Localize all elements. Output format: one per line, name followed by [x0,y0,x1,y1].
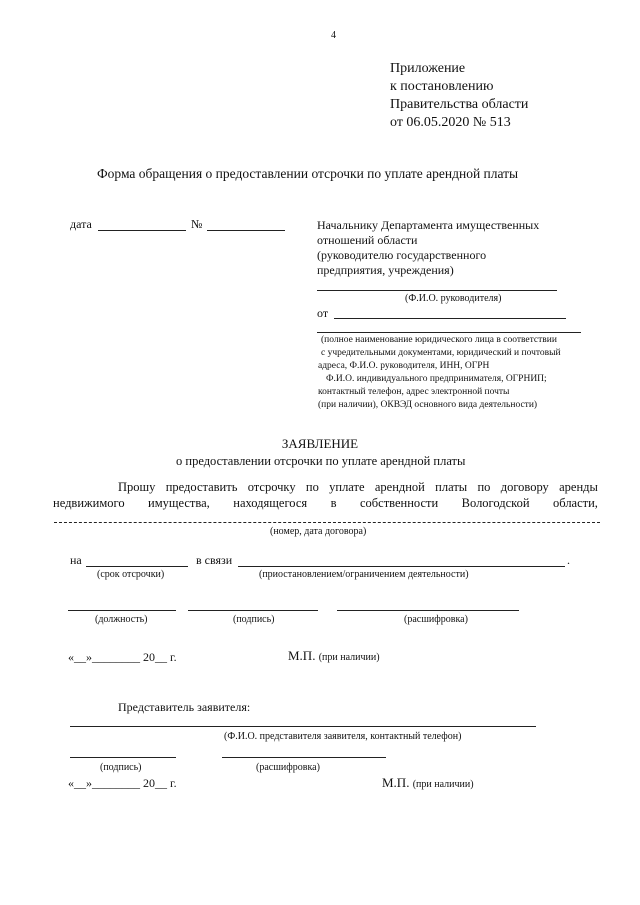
statement-line-1-word: предоставить [165,480,238,494]
signature-caption: (подпись) [233,614,275,625]
appendix-line-4: от 06.05.2020 № 513 [390,115,511,130]
head-name-caption: (Ф.И.О. руководителя) [405,293,502,304]
statement-line-2-word: находящегося [233,496,308,510]
applicant-caption [318,334,561,412]
form-title: Форма обращения о предоставлении отсрочки по уплате арендной платы [97,166,519,181]
period-end: . [567,553,570,567]
sign-date-line: «__»________ 20__ г. [68,650,177,664]
statement-line-2-word: в [330,496,337,510]
statement-line-2-word: недвижимого [53,496,125,510]
decoding-caption: (расшифровка) [404,614,468,625]
applicant-caption-line-6: (при наличии), ОКВЭД основного вида деятельности) [318,400,538,410]
appendix-line-1: Приложение [390,61,466,76]
date-label: дата [70,217,92,231]
appendix-line-3: Правительства области [390,97,529,112]
addressee-line-2: отношений области [317,233,418,247]
statement-line-1-word: платы [435,480,468,494]
for-label: на [70,553,82,567]
period-field[interactable] [86,566,188,567]
addressee-block [317,218,539,278]
number-field[interactable] [207,230,285,231]
reason-field[interactable] [238,566,565,567]
reason-caption: (приостановлением/ограничением деятельности) [259,569,469,580]
position-caption: (должность) [95,614,148,625]
representative-decoding-field[interactable] [222,757,386,758]
addressee-line-3: (руководителю государственного [317,248,487,262]
statement-line-2-word: собственности [359,496,439,510]
representative-stamp-label: М.П. [382,775,410,790]
statement-subtitle: о предоставлении отсрочки по уплате арендной платы [176,454,466,468]
representative-date-line: «__»________ 20__ г. [68,776,177,790]
stamp-label: М.П. [288,648,316,663]
representative-decoding-caption: (расшифровка) [256,762,320,773]
statement-line-1-word: договору [500,480,549,494]
representative-name-field[interactable] [70,726,536,727]
period-caption: (срок отсрочки) [97,569,165,580]
applicant-caption-line-1: (полное наименование юридического лица в соответствии [321,335,557,345]
signature-field[interactable] [188,610,318,611]
stamp-block [288,648,380,664]
applicant-field-2[interactable] [317,332,581,333]
from-label: от [317,306,329,320]
stamp-note: (при наличии) [318,652,380,663]
head-name-field[interactable] [317,290,557,291]
decoding-field[interactable] [337,610,519,611]
statement-line-1-word: по [305,480,319,494]
statement-line-1-word: уплате [329,480,365,494]
representative-stamp-note: (при наличии) [412,779,474,790]
applicant-caption-line-4: Ф.И.О. индивидуального предпринимателя, ОГРНИП; [326,374,547,384]
addressee-line-4: предприятия, учреждения) [317,263,454,277]
due-label: в связи [196,553,233,567]
statement-body-line-1 [118,480,598,495]
applicant-caption-line-3: адреса, Ф.И.О. руководителя, ИНН, ОГРН [318,361,490,371]
page-number: 4 [331,30,336,41]
statement-line-2-word: области, [553,496,598,510]
representative-stamp-block [382,775,474,791]
applicant-caption-line-5: контактный телефон, адрес электронной почты [318,387,510,397]
statement-line-1-word: арендной [374,480,425,494]
statement-line-1-word: аренды [559,480,598,494]
representative-label: Представитель заявителя: [118,700,251,714]
statement-title: ЗАЯВЛЕНИЕ [281,436,359,451]
applicant-caption-line-2: с учредительными документами, юридический и почтовый [321,348,561,358]
number-label: № [191,217,203,231]
statement-line-2-word: имущества, [148,496,210,510]
representative-signature-caption: (подпись) [100,762,142,773]
statement-line-1-word: отсрочку [247,480,296,494]
representative-signature-field[interactable] [70,757,176,758]
addressee-line-1: Начальнику Департамента имущественных [317,218,540,232]
statement-line-1-word: Прошу [118,480,156,494]
contract-caption: (номер, дата договора) [270,526,367,537]
appendix-block [390,60,528,132]
applicant-field-1[interactable] [334,318,566,319]
statement-line-1-word: по [477,480,491,494]
statement-body-line-2 [53,496,598,511]
contract-field[interactable] [54,522,600,523]
position-field[interactable] [68,610,176,611]
statement-line-2-word: Вологодской [461,496,530,510]
representative-name-caption: (Ф.И.О. представителя заявителя, контактный телефон) [224,731,462,742]
appendix-line-2: к постановлению [390,79,494,94]
date-field[interactable] [98,230,186,231]
